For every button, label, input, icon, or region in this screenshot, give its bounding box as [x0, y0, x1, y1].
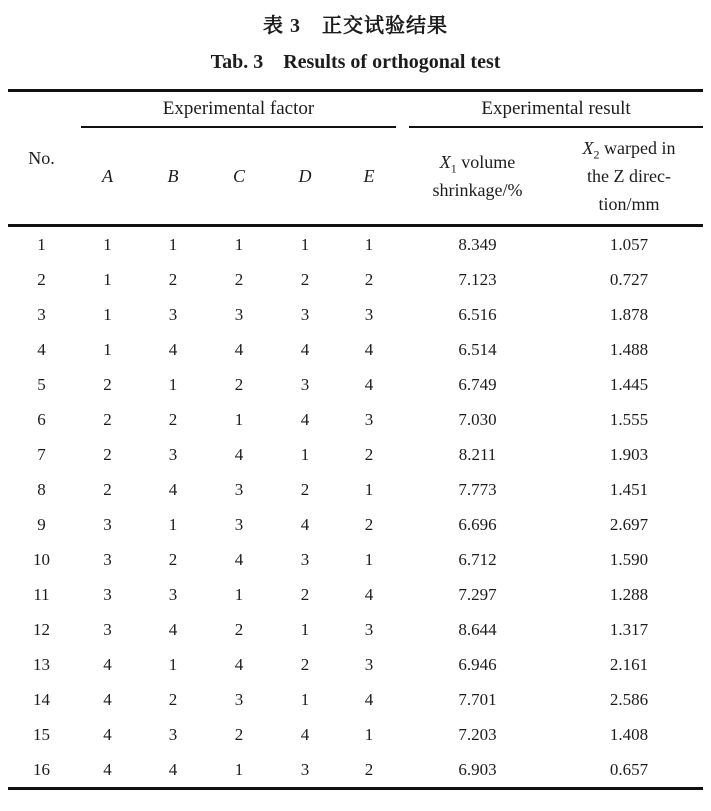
cell-no: 11: [33, 584, 50, 604]
cell-factor-b: 4: [168, 759, 178, 779]
cell-factor-d: 4: [300, 339, 310, 359]
cell-no: 8: [37, 479, 46, 499]
cell-factor-c: 4: [234, 339, 244, 359]
cell-no: 2: [37, 269, 46, 289]
cell-x2-warpage: 2.586: [609, 689, 649, 709]
cell-factor-c: 3: [234, 304, 244, 324]
cell-factor-c: 4: [234, 444, 244, 464]
orthogonal-test-table: [8, 89, 703, 790]
cell-x1-volume-shrinkage: 6.903: [458, 759, 497, 779]
cell-x1-volume-shrinkage: 7.773: [458, 479, 497, 499]
cell-no: 4: [37, 339, 46, 359]
cell-x1-volume-shrinkage: 6.696: [458, 514, 497, 534]
table-row: [8, 402, 703, 437]
cell-no: 6: [37, 409, 46, 429]
cell-factor-d: 3: [300, 759, 310, 779]
cell-x1-volume-shrinkage: 6.946: [458, 654, 497, 674]
group-header-row: [8, 91, 703, 129]
x2-subscript: 2: [593, 147, 600, 162]
cell-factor-e: 3: [364, 409, 374, 429]
cell-x2-warpage: 1.317: [609, 619, 649, 639]
cell-factor-d: 4: [300, 514, 310, 534]
cell-x2-warpage: 2.697: [609, 514, 649, 534]
cell-factor-b: 1: [168, 374, 178, 394]
cell-factor-e: 3: [364, 619, 374, 639]
table-header: [8, 91, 703, 226]
cell-x1-volume-shrinkage: 6.514: [458, 339, 497, 359]
x1-variable: X: [439, 152, 451, 172]
table-row: [8, 682, 703, 717]
cell-factor-d: 3: [300, 304, 310, 324]
column-header-factor-c: C: [232, 165, 245, 186]
cell-factor-d: 3: [300, 374, 310, 394]
cell-factor-b: 3: [168, 584, 178, 604]
cell-factor-c: 3: [234, 479, 244, 499]
cell-factor-e: 1: [364, 479, 374, 499]
cell-x2-warpage: 1.488: [609, 339, 649, 359]
cell-factor-a: 4: [103, 759, 112, 779]
table-title-english: Tab. 3 Results of orthogonal test: [210, 51, 501, 73]
cell-x1-volume-shrinkage: 8.211: [458, 444, 497, 464]
cell-factor-a: 4: [103, 689, 112, 709]
cell-factor-c: 2: [234, 374, 244, 394]
cell-no: 13: [33, 654, 50, 674]
cell-factor-e: 2: [364, 269, 374, 289]
cell-factor-d: 2: [300, 584, 310, 604]
cell-factor-b: 2: [168, 409, 178, 429]
cell-factor-e: 4: [364, 339, 374, 359]
column-header-factor-e: E: [363, 165, 375, 186]
cell-x1-volume-shrinkage: 8.644: [458, 619, 497, 639]
cell-factor-b: 1: [168, 234, 178, 254]
cell-factor-a: 3: [103, 619, 112, 639]
table-row: [8, 472, 703, 507]
cell-factor-e: 2: [364, 514, 374, 534]
cell-factor-c: 2: [234, 724, 244, 744]
cell-factor-b: 1: [168, 514, 178, 534]
cell-factor-e: 4: [364, 584, 374, 604]
cell-factor-a: 4: [103, 654, 112, 674]
table-row: [8, 612, 703, 647]
cell-factor-d: 3: [300, 549, 310, 569]
cell-factor-e: 1: [364, 549, 374, 569]
cell-factor-b: 4: [168, 619, 178, 639]
cell-factor-a: 3: [103, 514, 112, 534]
cell-factor-d: 2: [300, 269, 310, 289]
cell-no: 7: [37, 444, 46, 464]
cell-factor-e: 1: [364, 234, 374, 254]
x2-variable: X: [582, 138, 594, 158]
cell-factor-e: 1: [364, 724, 374, 744]
cell-x2-warpage: 0.727: [609, 269, 649, 289]
cell-factor-d: 1: [300, 689, 310, 709]
table-row: [8, 542, 703, 577]
cell-factor-c: 3: [234, 514, 244, 534]
cell-x1-volume-shrinkage: 7.203: [458, 724, 497, 744]
column-header-factor-b: B: [167, 165, 179, 186]
group-header-experimental-result: [400, 91, 703, 129]
cell-factor-a: 1: [103, 234, 112, 254]
cell-x2-warpage: 1.451: [609, 479, 649, 499]
cell-factor-b: 4: [168, 479, 178, 499]
cell-x1-volume-shrinkage: 6.749: [458, 374, 497, 394]
column-header-x1-volume-shrinkage: [400, 128, 555, 226]
cell-factor-a: 2: [103, 444, 112, 464]
cell-x2-warpage: 1.408: [609, 724, 649, 744]
cell-no: 12: [33, 619, 50, 639]
column-header-row: [8, 128, 703, 226]
cell-x2-warpage: 1.555: [609, 409, 649, 429]
group-header-experimental-factor: [75, 91, 400, 129]
cell-factor-e: 2: [364, 759, 374, 779]
cell-x2-warpage: 1.878: [609, 304, 649, 324]
cell-no: 15: [33, 724, 50, 744]
cell-no: 14: [33, 689, 50, 709]
cell-factor-d: 2: [300, 479, 310, 499]
cell-x1-volume-shrinkage: 7.297: [458, 584, 497, 604]
cell-x1-volume-shrinkage: 6.516: [458, 304, 497, 324]
cell-x1-volume-shrinkage: 8.349: [458, 234, 497, 254]
cell-x1-volume-shrinkage: 7.030: [458, 409, 497, 429]
x2-header-line3: tion/mm: [598, 194, 660, 214]
cell-x2-warpage: 1.445: [609, 374, 649, 394]
cell-factor-a: 1: [103, 304, 112, 324]
cell-factor-e: 4: [364, 689, 374, 709]
cell-no: 3: [37, 304, 46, 324]
cell-x2-warpage: 1.057: [609, 234, 649, 254]
cell-factor-d: 4: [300, 724, 310, 744]
cell-factor-b: 4: [168, 339, 178, 359]
cell-factor-c: 2: [234, 269, 244, 289]
table-row: [8, 297, 703, 332]
cell-factor-a: 1: [103, 269, 112, 289]
x1-subscript: 1: [450, 161, 457, 176]
x1-header-text: volume: [456, 152, 516, 172]
cell-factor-b: 1: [168, 654, 178, 674]
cell-factor-b: 2: [168, 269, 178, 289]
cell-x1-volume-shrinkage: 6.712: [458, 549, 497, 569]
cell-factor-e: 3: [364, 304, 374, 324]
table-row: [8, 332, 703, 367]
cell-factor-a: 2: [103, 374, 112, 394]
table-row: [8, 226, 703, 263]
cell-factor-b: 2: [168, 549, 178, 569]
cell-factor-d: 1: [300, 619, 310, 639]
table-row: [8, 367, 703, 402]
cell-no: 10: [33, 549, 50, 569]
cell-x2-warpage: 1.903: [609, 444, 649, 464]
cell-factor-b: 3: [168, 444, 178, 464]
cell-factor-a: 3: [103, 549, 112, 569]
cell-x1-volume-shrinkage: 7.123: [458, 269, 497, 289]
cell-factor-a: 2: [103, 409, 112, 429]
cell-no: 1: [37, 234, 46, 254]
cell-factor-d: 1: [300, 444, 310, 464]
table-row: [8, 437, 703, 472]
column-header-factor-d: D: [298, 165, 312, 186]
cell-factor-c: 1: [234, 409, 244, 429]
cell-x2-warpage: 1.590: [609, 549, 649, 569]
table-title-chinese: 表 3 正交试验结果: [263, 15, 448, 37]
table-row: [8, 752, 703, 789]
group-header-experimental-result-label: Experimental result: [409, 92, 703, 128]
table-row: [8, 647, 703, 682]
table-row: [8, 717, 703, 752]
cell-factor-b: 3: [168, 304, 178, 324]
group-header-experimental-factor-label: Experimental factor: [81, 92, 396, 128]
cell-x2-warpage: 2.161: [609, 654, 649, 674]
table-row: [8, 262, 703, 297]
cell-no: 16: [33, 759, 50, 779]
cell-factor-a: 4: [103, 724, 112, 744]
cell-factor-b: 2: [168, 689, 178, 709]
table-body: [8, 226, 703, 789]
cell-factor-c: 4: [234, 654, 244, 674]
cell-factor-e: 4: [364, 374, 374, 394]
cell-factor-d: 2: [300, 654, 310, 674]
cell-factor-a: 1: [103, 339, 112, 359]
cell-factor-c: 1: [234, 584, 244, 604]
cell-factor-c: 1: [234, 234, 244, 254]
cell-factor-c: 4: [234, 549, 244, 569]
cell-x2-warpage: 1.288: [609, 584, 649, 604]
cell-x1-volume-shrinkage: 7.701: [458, 689, 497, 709]
column-header-x2-warpage: [555, 128, 703, 226]
x1-header-line2: shrinkage/%: [432, 180, 523, 200]
cell-factor-d: 1: [300, 234, 310, 254]
x2-header-line2: the Z direc-: [587, 166, 671, 186]
x2-header-text: warped in: [599, 138, 676, 158]
table-row: [8, 507, 703, 542]
column-header-no: No.: [28, 147, 55, 168]
cell-factor-c: 2: [234, 619, 244, 639]
cell-no: 9: [37, 514, 46, 534]
cell-factor-b: 3: [168, 724, 178, 744]
cell-factor-a: 3: [103, 584, 112, 604]
x1-header-line1: [400, 148, 555, 176]
x2-header-line1: [555, 134, 703, 162]
column-header-factor-a: A: [102, 165, 113, 186]
cell-x2-warpage: 0.657: [609, 759, 649, 779]
table-row: [8, 577, 703, 612]
cell-factor-e: 2: [364, 444, 374, 464]
cell-factor-c: 3: [234, 689, 244, 709]
cell-factor-a: 2: [103, 479, 112, 499]
cell-factor-e: 3: [364, 654, 374, 674]
cell-factor-c: 1: [234, 759, 244, 779]
cell-factor-d: 4: [300, 409, 310, 429]
cell-no: 5: [37, 374, 46, 394]
